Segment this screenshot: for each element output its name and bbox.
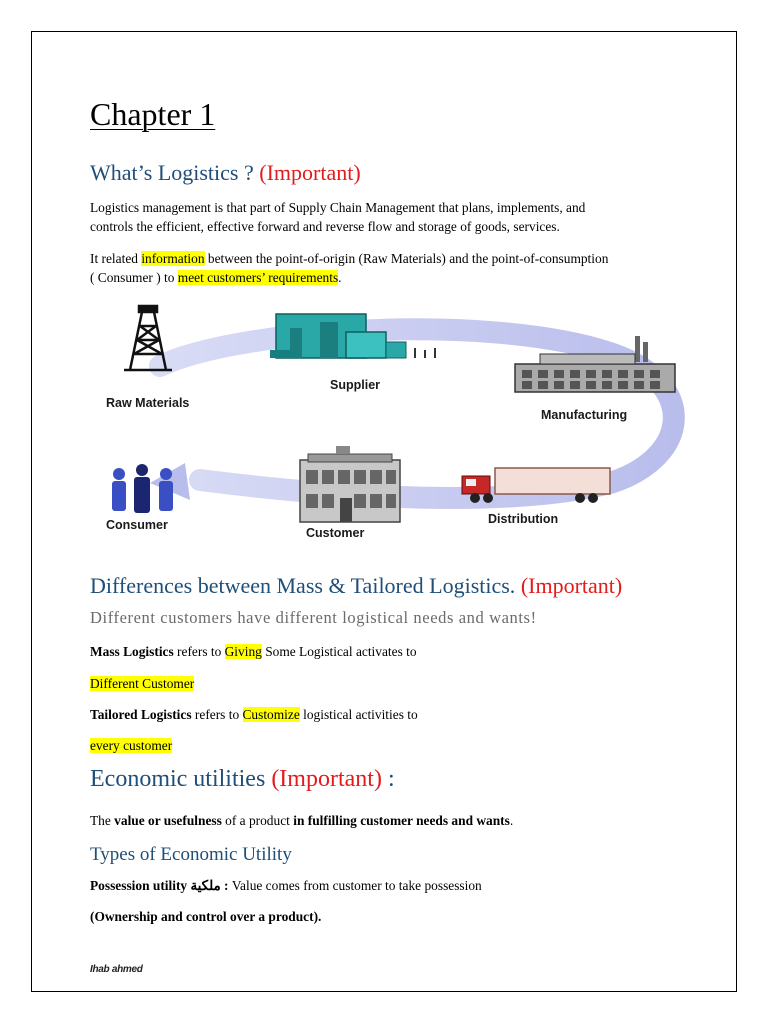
text: logistical activities to xyxy=(299,707,418,722)
label-manufacturing: Manufacturing xyxy=(541,408,628,422)
subheading: Different customers have different logistical needs and wants! xyxy=(90,608,537,627)
text: The xyxy=(90,813,115,828)
text: refers to xyxy=(173,644,225,659)
related-line-1 xyxy=(90,249,608,269)
label-consumer: Consumer xyxy=(106,518,168,532)
highlight-requirements: meet customers’ requirements xyxy=(177,270,339,285)
text: of a product xyxy=(221,813,294,828)
ownership-line xyxy=(90,907,321,927)
heading-colon: : xyxy=(381,766,395,792)
related-line-2 xyxy=(90,268,342,288)
text: Some Logistical activates to xyxy=(261,644,417,659)
consumer-people-icon xyxy=(112,464,173,513)
label-raw-materials: Raw Materials xyxy=(106,396,190,410)
highlight-every-customer: every customer xyxy=(90,738,173,753)
types-heading: Types of Economic Utility xyxy=(90,844,292,865)
supply-chain-diagram xyxy=(90,298,690,548)
mass-logistics-line-2 xyxy=(90,674,194,694)
bold-text: value or usefulness xyxy=(114,813,222,828)
heading-text: What’s Logistics ? xyxy=(90,160,254,185)
heading-text: Differences between Mass & Tailored Logistics. xyxy=(90,573,516,598)
oil-derrick-icon xyxy=(124,306,172,370)
text: . xyxy=(509,813,514,828)
highlight-information: information xyxy=(141,251,205,266)
chapter-title: Chapter 1 xyxy=(90,96,216,132)
highlight-different-customer: Different Customer xyxy=(90,676,195,691)
tailored-logistics-line-2 xyxy=(90,736,172,756)
text: refers to xyxy=(191,707,243,722)
possession-utility-line xyxy=(90,876,482,896)
customer-building-icon xyxy=(300,446,400,522)
important-label: (Important) xyxy=(271,766,382,792)
text: ( Consumer ) to xyxy=(90,270,178,285)
important-label: (Important) xyxy=(520,573,623,598)
section-heading-mass-tailored xyxy=(90,573,622,599)
text: between the point-of-origin (Raw Materials) and the point-of-consumption xyxy=(204,251,609,266)
section-heading-whats-logistics xyxy=(90,160,361,186)
highlight-customize: Customize xyxy=(242,707,300,722)
label-customer: Customer xyxy=(306,526,365,540)
possession-utility-term: Possession utility xyxy=(90,878,191,893)
ownership-text: (Ownership and control over a product). xyxy=(90,909,322,924)
bold-text: in fulfilling customer needs and wants xyxy=(293,813,510,828)
value-definition xyxy=(90,811,513,831)
definition-line-2: controls the efficient, effective forward and reverse flow and storage of goods, services. xyxy=(90,219,560,234)
definition-line-1: Logistics management is that part of Supply Chain Management that plans, implements, and xyxy=(90,200,586,215)
text: It related xyxy=(90,251,142,266)
heading-text: Economic utilities xyxy=(90,766,266,792)
tailored-logistics-term: Tailored Logistics xyxy=(90,707,192,722)
text: Value comes from customer to take possession xyxy=(228,878,482,893)
tailored-logistics-line xyxy=(90,705,418,725)
important-label: (Important) xyxy=(259,160,361,185)
section-heading-economic-utilities xyxy=(90,766,395,793)
arabic-term: ملكية : xyxy=(190,878,229,893)
text: . xyxy=(338,270,342,285)
label-distribution: Distribution xyxy=(488,512,559,526)
label-supplier: Supplier xyxy=(330,378,381,392)
mass-logistics-line xyxy=(90,642,417,662)
highlight-giving: Giving xyxy=(224,644,262,659)
author-signature: Ihab ahmed xyxy=(90,964,143,975)
mass-logistics-term: Mass Logistics xyxy=(90,644,174,659)
